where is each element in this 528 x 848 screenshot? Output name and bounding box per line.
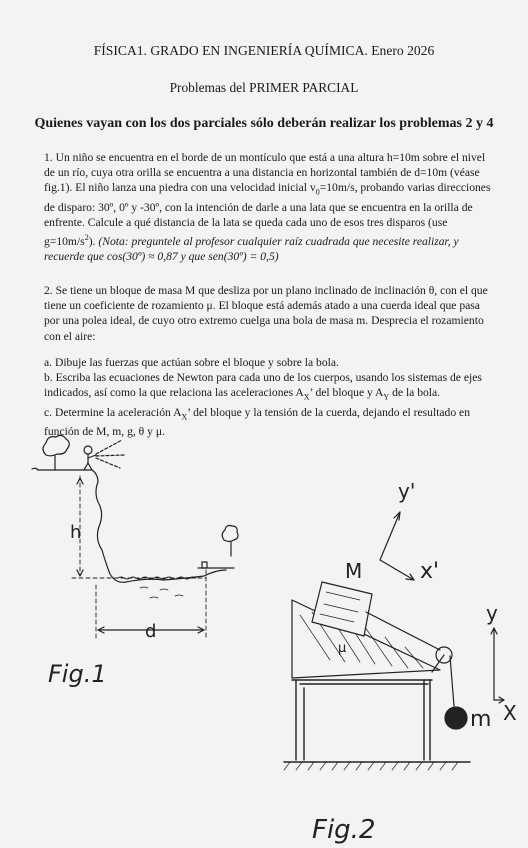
item-b-text-1: b. Escriba las ecuaciones de Newton para cada uno de los cuerpos, usando los sistemas de ejes indicados, así como la que relaciona las aceleraciones A — [44, 371, 482, 400]
label-x-prime: x' — [420, 559, 440, 584]
label-x: X — [503, 701, 517, 725]
terrain-outline — [38, 470, 226, 582]
label-d: d — [145, 621, 157, 642]
label-m: m — [470, 707, 492, 732]
table-frame — [292, 680, 432, 760]
figure-1-caption: Fig.1 — [48, 660, 107, 688]
far-tree-icon — [222, 526, 238, 557]
item-b-sub-x: X — [303, 392, 310, 402]
ball-m — [445, 707, 467, 729]
label-y-prime: y' — [398, 479, 416, 503]
child-icon — [84, 446, 96, 470]
problem-1-text-c: ). — [88, 235, 99, 249]
axes-prime — [380, 512, 414, 580]
tree-icon — [43, 435, 69, 470]
label-mu: μ — [338, 641, 347, 656]
block-M — [312, 582, 372, 636]
problem-1-note: (Nota: preguntele al profesor cualquier raíz cuadrada que necesite realizar, y recuerde que cos(30º) ≈ 0,87 y que sen(30º) = 0,5) — [44, 235, 459, 264]
problem-1-text-a: 1. Un niño se encuentra en el borde de un montículo que está a una altura h=10m sobre el nivel de un río, cuya otra orilla se encuentra a una distancia en horizontal también de d=10m (véase fig.1). El niño lanza una piedra con una velocidad inicial v — [44, 151, 486, 195]
figure-1 — [32, 435, 238, 640]
item-b-text-2: ’ del bloque y A — [309, 386, 384, 400]
item-b-text-3: de la bola. — [389, 386, 441, 400]
exam-instruction: Quienes vayan con los dos parciales sólo deberán realizar los problemas 2 y 4 — [34, 116, 494, 131]
exam-subtitle: Problemas del PRIMER PARCIAL — [169, 80, 359, 95]
axes-xy — [491, 628, 504, 703]
can-icon — [202, 562, 207, 568]
problem-1-superscript: 2 — [84, 233, 89, 243]
item-c-sub-x: X — [181, 412, 188, 422]
rope-hanging — [450, 656, 454, 706]
problem-2-item-a: a. Dibuje las fuerzas que actúan sobre el bloque y sobre la bola. — [44, 356, 339, 369]
label-h: h — [70, 522, 82, 543]
problem-1-text-b: =10m/s, probando varias direcciones de disparo: 30º, 0º y -30º, con la intención de darle a una lata que se encuentra en la orilla de enfrente. Calcule a qué distancia de la lata se queda cada uno de esos tres disparos (use g=10m/s — [44, 181, 491, 249]
reference-lines — [72, 476, 206, 640]
hill-left-edge — [32, 468, 38, 470]
problem-2-intro: 2. Se tiene un bloque de masa M que desliza por un plano inclinado de inclinación θ, con el que tiene un coeficiente de rozamiento μ. El bloque está además atado a una cuerda ideal que pasa por una polea ideal, de cuyo otro extremo cuelga una bola de masa m. Desprecia el rozamiento con el aire: — [44, 284, 488, 343]
label-y: y — [486, 601, 498, 625]
figure-2-caption: Fig.2 — [312, 815, 376, 845]
water-ripples — [140, 587, 183, 598]
label-M: M — [345, 559, 363, 583]
ground-hatching — [284, 762, 458, 770]
problem-1-subscript: 0 — [315, 187, 320, 197]
launch-directions-icon — [96, 440, 124, 468]
item-b-sub-y: Y — [383, 392, 390, 402]
item-c-text-1: c. Determine la aceleración A — [44, 405, 182, 419]
item-c-text-2: ’ del bloque y la tensión de la cuerda, dejando el resultado en función de M, m, g, θ y μ. — [44, 405, 470, 439]
course-title: FÍSICA1. GRADO EN INGENIERÍA QUÍMICA. Enero 2026 — [93, 43, 435, 58]
